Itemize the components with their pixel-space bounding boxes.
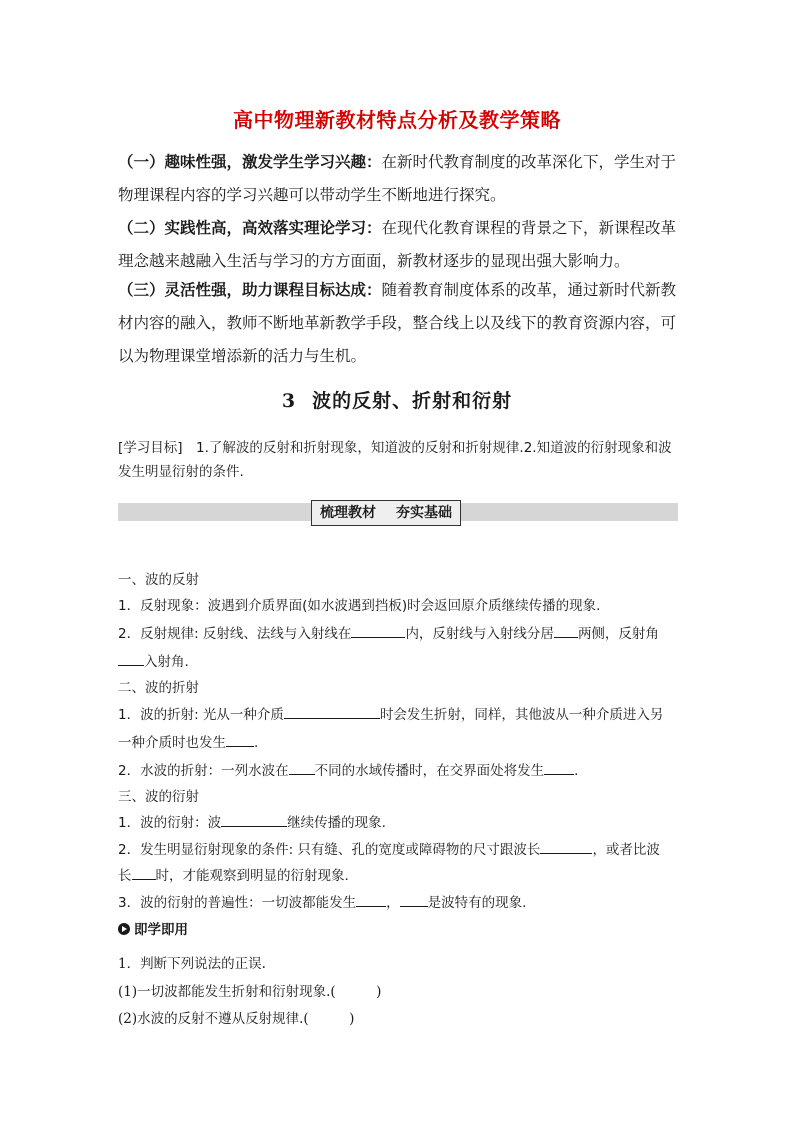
fill-blank[interactable] bbox=[118, 651, 144, 666]
fill-blank[interactable] bbox=[554, 623, 578, 638]
intro-label: （二）实践性高，高效落实理论学习： bbox=[118, 218, 382, 237]
practice-item: (1)一切波都能发生折射和衍射现象.( ) bbox=[118, 984, 382, 1000]
intro-label: （三）灵活性强，助力课程目标达成： bbox=[118, 280, 382, 299]
fill-blank[interactable] bbox=[540, 839, 592, 854]
intro-paragraph-1 bbox=[118, 145, 680, 212]
fill-blank[interactable] bbox=[226, 732, 254, 747]
learning-goals bbox=[118, 436, 680, 484]
fill-blank[interactable] bbox=[400, 892, 428, 907]
section-heading: 一、波的反射 bbox=[118, 572, 199, 588]
reflection-item-2: 2．反射规律: 反射线、法线与入射线在 内，反射线与入射线分居 两侧，反射角 bbox=[118, 622, 659, 642]
lesson-title-text: 波的反射、折射和衍射 bbox=[312, 390, 513, 412]
refraction-item-2: 2．水波的折射：一列水波在 不同的水域传播时，在交界面处将发生 . bbox=[118, 759, 578, 779]
banner-right: 夯实基础 bbox=[396, 505, 452, 521]
intro-label: （一）趣味性强，激发学生学习兴趣： bbox=[118, 152, 382, 171]
diffraction-item-1: 1．波的衍射：波 继续传播的现象. bbox=[118, 811, 386, 831]
diffraction-item-2-cont: 长 时，才能观察到明显的衍射现象. bbox=[118, 864, 349, 884]
intro-text: 随着教育制度体系的改革，通过新时代新教材内容的融入，教师不断地革新教学手段，整合线上以及线下的教育资源内容，可以为物理课堂增添新的活力与生机。 bbox=[118, 281, 677, 365]
goals-line: 发生明显衍射的条件. bbox=[118, 464, 244, 480]
section-heading: 二、波的折射 bbox=[118, 680, 199, 696]
fill-blank[interactable] bbox=[351, 623, 405, 638]
fill-blank[interactable] bbox=[132, 865, 156, 880]
intro-paragraph-2 bbox=[118, 211, 680, 278]
practice-item: (2)水波的反射不遵从反射规律.( ) bbox=[118, 1011, 355, 1027]
lesson-number: 3 bbox=[281, 390, 297, 412]
refraction-item-1: 1．波的折射: 光从一种介质 时会发生折射，同样，其他波从一种介质进入另 bbox=[118, 703, 663, 723]
section-heading: 三、波的衍射 bbox=[118, 789, 199, 805]
fill-blank[interactable] bbox=[544, 760, 574, 775]
lesson-title bbox=[0, 386, 794, 413]
reflection-item-2-cont: 入射角. bbox=[118, 650, 189, 670]
refraction-item-1-cont: 一种介质时也发生 . bbox=[118, 731, 258, 751]
fill-blank[interactable] bbox=[289, 760, 315, 775]
goals-line: [学习目标] 1.了解波的反射和折射现象，知道波的反射和折射规律.2.知道波的衍射现象和波 bbox=[118, 440, 672, 456]
section-banner bbox=[311, 500, 461, 526]
fill-blank[interactable] bbox=[221, 812, 287, 827]
practice-heading: 即学即用 bbox=[118, 918, 188, 938]
play-circle-icon bbox=[118, 923, 130, 935]
intro-text: 在现代化教育课程的背景之下，新课程改革理念越来越融入生活与学习的方方面面，新教材逐步的显现出强大影响力。 bbox=[118, 219, 677, 270]
practice-question: 1．判断下列说法的正误. bbox=[118, 956, 266, 972]
fill-blank[interactable] bbox=[284, 704, 380, 719]
intro-paragraph-3 bbox=[118, 273, 680, 373]
document-title: 高中物理新教材特点分析及教学策略 bbox=[233, 108, 561, 132]
diffraction-item-3: 3．波的衍射的普遍性：一切波都能发生 ， 是波特有的现象. bbox=[118, 891, 526, 911]
banner-left: 梳理教材 bbox=[320, 505, 376, 521]
intro-text: 在新时代教育制度的改革深化下，学生对于物理课程内容的学习兴趣可以带动学生不断地进行探究。 bbox=[118, 153, 677, 204]
reflection-item-1: 1．反射现象：波遇到介质界面(如水波遇到挡板)时会返回原介质继续传播的现象. bbox=[118, 598, 601, 614]
fill-blank[interactable] bbox=[356, 892, 386, 907]
diffraction-item-2: 2．发生明显衍射现象的条件: 只有缝、孔的宽度或障碍物的尺寸跟波长 ，或者比波 bbox=[118, 838, 660, 858]
